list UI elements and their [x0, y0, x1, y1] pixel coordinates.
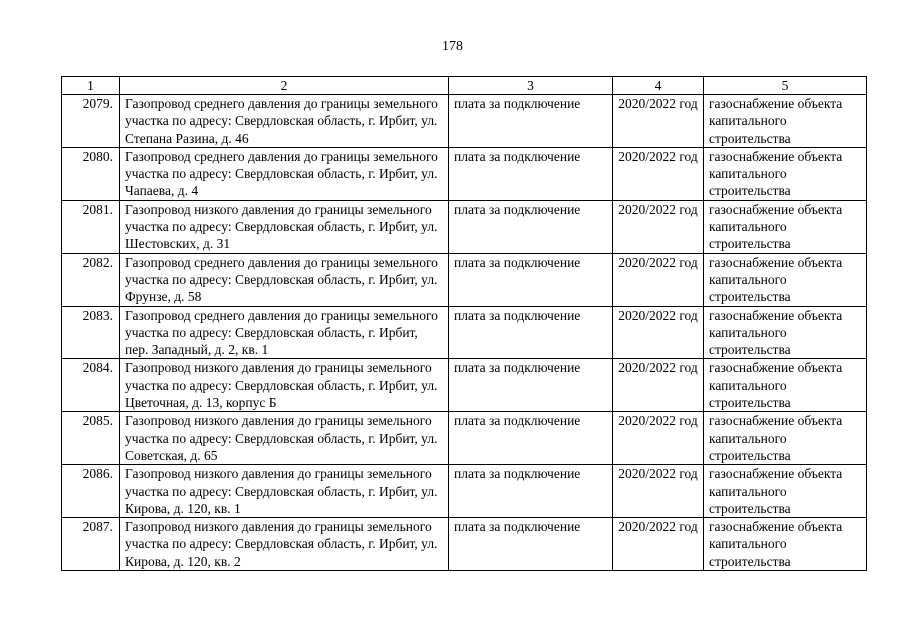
purpose-cell: газоснабжение объекта капитального строительства [704, 200, 867, 253]
table-row [62, 95, 867, 148]
period-cell: 2020/2022 год [613, 147, 704, 200]
period-cell: 2020/2022 год [613, 200, 704, 253]
purpose-cell: газоснабжение объекта капитального строительства [704, 412, 867, 465]
header-cell-5: 5 [704, 77, 867, 95]
object-name-cell: Газопровод низкого давления до границы земельного участка по адресу: Свердловская область, г. Ирбит, ул. Кирова, д. 120, кв. 2 [120, 518, 449, 571]
table-row [62, 253, 867, 306]
funding-source-cell: плата за подключение [449, 412, 613, 465]
table-row [62, 518, 867, 571]
purpose-cell: газоснабжение объекта капитального строительства [704, 147, 867, 200]
period-cell: 2020/2022 год [613, 412, 704, 465]
purpose-cell: газоснабжение объекта капитального строительства [704, 95, 867, 148]
object-name-cell: Газопровод низкого давления до границы земельного участка по адресу: Свердловская область, г. Ирбит, ул. Кирова, д. 120, кв. 1 [120, 465, 449, 518]
row-number-cell: 2085. [62, 412, 120, 465]
object-name-cell: Газопровод среднего давления до границы земельного участка по адресу: Свердловская область, г. Ирбит, ул. Степана Разина, д. 46 [120, 95, 449, 148]
header-cell-4: 4 [613, 77, 704, 95]
purpose-cell: газоснабжение объекта капитального строительства [704, 306, 867, 359]
table-row [62, 412, 867, 465]
header-cell-1: 1 [62, 77, 120, 95]
table-row [62, 359, 867, 412]
header-row [62, 77, 867, 95]
object-name-cell: Газопровод низкого давления до границы земельного участка по адресу: Свердловская область, г. Ирбит, ул. Шестовских, д. 31 [120, 200, 449, 253]
row-number-cell: 2083. [62, 306, 120, 359]
row-number-cell: 2079. [62, 95, 120, 148]
purpose-cell: газоснабжение объекта капитального строительства [704, 253, 867, 306]
table-row [62, 147, 867, 200]
table-row [62, 465, 867, 518]
row-number-cell: 2080. [62, 147, 120, 200]
funding-source-cell: плата за подключение [449, 465, 613, 518]
funding-source-cell: плата за подключение [449, 359, 613, 412]
table-row [62, 200, 867, 253]
object-name-cell: Газопровод низкого давления до границы земельного участка по адресу: Свердловская область, г. Ирбит, ул. Цветочная, д. 13, корпус Б [120, 359, 449, 412]
table-row [62, 306, 867, 359]
data-table [61, 76, 867, 571]
object-name-cell: Газопровод среднего давления до границы земельного участка по адресу: Свердловская область, г. Ирбит, ул. Фрунзе, д. 58 [120, 253, 449, 306]
period-cell: 2020/2022 год [613, 306, 704, 359]
funding-source-cell: плата за подключение [449, 200, 613, 253]
table-body [62, 77, 867, 571]
period-cell: 2020/2022 год [613, 253, 704, 306]
object-name-cell: Газопровод среднего давления до границы земельного участка по адресу: Свердловская область, г. Ирбит, пер. Западный, д. 2, кв. 1 [120, 306, 449, 359]
period-cell: 2020/2022 год [613, 518, 704, 571]
object-name-cell: Газопровод низкого давления до границы земельного участка по адресу: Свердловская область, г. Ирбит, ул. Советская, д. 65 [120, 412, 449, 465]
row-number-cell: 2081. [62, 200, 120, 253]
header-cell-2: 2 [120, 77, 449, 95]
funding-source-cell: плата за подключение [449, 518, 613, 571]
purpose-cell: газоснабжение объекта капитального строительства [704, 359, 867, 412]
object-name-cell: Газопровод среднего давления до границы земельного участка по адресу: Свердловская область, г. Ирбит, ул. Чапаева, д. 4 [120, 147, 449, 200]
header-cell-3: 3 [449, 77, 613, 95]
period-cell: 2020/2022 год [613, 359, 704, 412]
page-number: 178 [442, 39, 463, 54]
row-number-cell: 2087. [62, 518, 120, 571]
purpose-cell: газоснабжение объекта капитального строительства [704, 465, 867, 518]
row-number-cell: 2084. [62, 359, 120, 412]
period-cell: 2020/2022 год [613, 95, 704, 148]
row-number-cell: 2082. [62, 253, 120, 306]
period-cell: 2020/2022 год [613, 465, 704, 518]
row-number-cell: 2086. [62, 465, 120, 518]
funding-source-cell: плата за подключение [449, 253, 613, 306]
funding-source-cell: плата за подключение [449, 306, 613, 359]
purpose-cell: газоснабжение объекта капитального строительства [704, 518, 867, 571]
funding-source-cell: плата за подключение [449, 147, 613, 200]
funding-source-cell: плата за подключение [449, 95, 613, 148]
